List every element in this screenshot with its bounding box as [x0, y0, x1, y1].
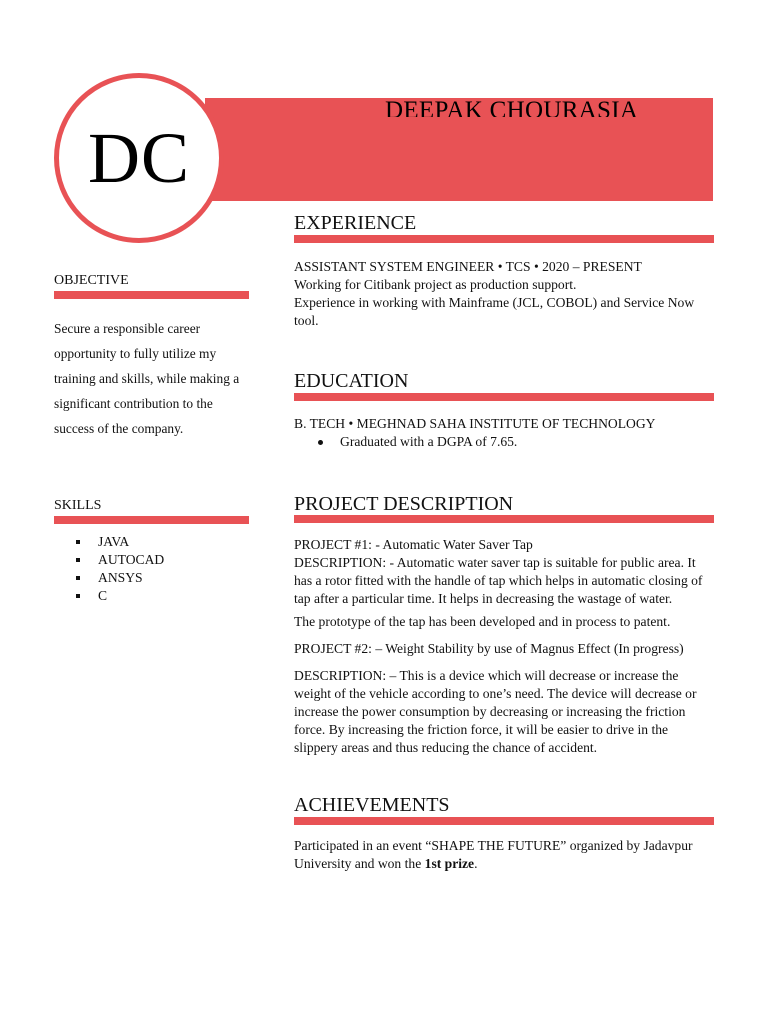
achievements-prize: 1st prize	[424, 856, 475, 871]
skills-heading: SKILLS	[54, 498, 102, 513]
achievements-text-end: .	[474, 856, 478, 871]
education-section	[294, 415, 714, 451]
achievements-rule	[294, 817, 714, 825]
skill-item: C	[98, 587, 164, 605]
achievements-text	[294, 837, 714, 873]
projects-rule	[294, 515, 714, 523]
project-1-title: PROJECT #1: - Automatic Water Saver Tap	[294, 537, 533, 552]
project-1-note: The prototype of the tap has been developed and in process to patent.	[294, 614, 671, 629]
initials-text: DC	[87, 118, 191, 198]
experience-heading: EXPERIENCE	[294, 212, 417, 234]
education-degree: B. TECH • MEGHNAD SAHA INSTITUTE OF TECHNOLOGY	[294, 416, 656, 431]
project-2-title: PROJECT #2: – Weight Stability by use of Magnus Effect (In progress)	[294, 641, 684, 656]
skills-rule	[54, 516, 249, 524]
experience-line: Experience in working with Mainframe (JCL, COBOL) and Service Now tool.	[294, 295, 695, 328]
education-heading: EDUCATION	[294, 370, 409, 392]
initials-badge	[54, 73, 224, 243]
project-2-description: DESCRIPTION: – This is a device which will decrease or increase the weight of the vehicle according to one’s need. The device will decrease or increase the power consumption by decreasing or increasing the friction force. By increasing the friction force, it will be easier to drive in the slippery areas and thus reducing the chance of accident.	[294, 668, 697, 755]
objective-heading: OBJECTIVE	[54, 273, 129, 288]
objective-rule	[54, 291, 249, 299]
skill-item: JAVA	[98, 533, 164, 551]
skills-list	[54, 533, 164, 605]
experience-rule	[294, 235, 714, 243]
achievements-heading: ACHIEVEMENTS	[294, 794, 450, 816]
experience-role: ASSISTANT SYSTEM ENGINEER • TCS • 2020 – PRESENT	[294, 259, 642, 274]
experience-section	[294, 258, 714, 330]
experience-line: Working for Citibank project as production support.	[294, 277, 577, 292]
candidate-name: DEEPAK CHOURASIA	[385, 97, 639, 117]
education-bullet: Graduated with a DGPA of 7.65.	[294, 433, 714, 451]
objective-text: Secure a responsible career opportunity to fully utilize my training and skills, while making a significant contribution to the success of the company.	[54, 321, 240, 436]
achievements-text-start: Participated in an event “SHAPE THE FUTURE” organized by Jadavpur University and won the	[294, 838, 693, 871]
project-1-description: DESCRIPTION: - Automatic water saver tap is suitable for public area. It has a rotor fitted with the handle of tap which helps in automatic closing of tap after a particular time. It helps in decreasing the wastage of water.	[294, 555, 703, 606]
skill-item: AUTOCAD	[98, 552, 165, 567]
projects-heading: PROJECT DESCRIPTION	[294, 493, 514, 515]
education-rule	[294, 393, 714, 401]
skill-item: ANSYS	[98, 569, 164, 587]
projects-section	[294, 536, 714, 757]
